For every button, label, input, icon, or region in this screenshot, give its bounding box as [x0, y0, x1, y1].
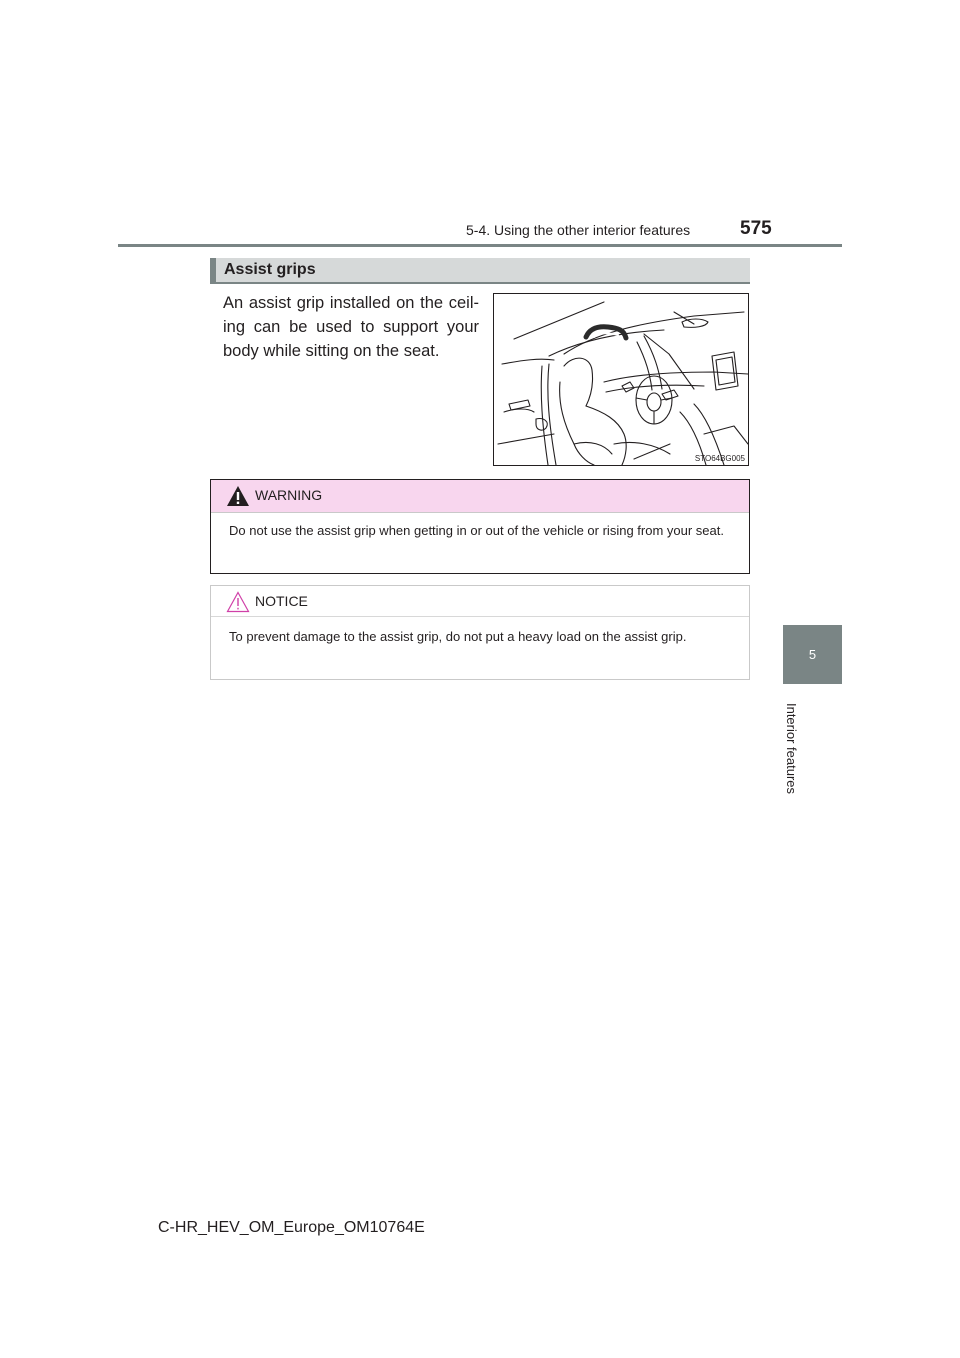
section-title: Assist grips	[224, 261, 316, 278]
warning-box	[210, 479, 750, 574]
header-section-title: 5-4. Using the other interior features	[466, 222, 691, 238]
notice-text: To prevent damage to the assist grip, do not put a heavy load on the assist grip.	[229, 629, 687, 644]
section-heading-bar	[210, 258, 216, 282]
figure-code: STO64BG005	[694, 454, 745, 463]
header-divider	[118, 244, 842, 247]
warning-header	[211, 480, 749, 513]
page-number: 575	[740, 218, 772, 239]
section-body-text: An assist grip installed on the ceil-ing can be used to support your body while sitting on the seat.	[223, 294, 479, 360]
caution-icon	[226, 591, 250, 613]
section-heading	[210, 258, 750, 284]
warning-label: WARNING	[255, 487, 323, 503]
assist-grip-illustration	[493, 293, 749, 466]
notice-label: NOTICE	[255, 593, 308, 609]
notice-header	[211, 586, 749, 617]
warning-icon	[226, 485, 250, 507]
chapter-title: Interior features	[784, 702, 800, 794]
chapter-tab	[783, 625, 842, 684]
chapter-title-vertical	[770, 693, 814, 803]
car-interior-drawing	[494, 294, 748, 465]
warning-text: Do not use the assist grip when getting in or out of the vehicle or rising from your seat.	[229, 523, 724, 538]
document-id-footer: C-HR_HEV_OM_Europe_OM10764E	[158, 1219, 425, 1236]
chapter-number: 5	[808, 647, 817, 662]
notice-box	[210, 585, 750, 680]
